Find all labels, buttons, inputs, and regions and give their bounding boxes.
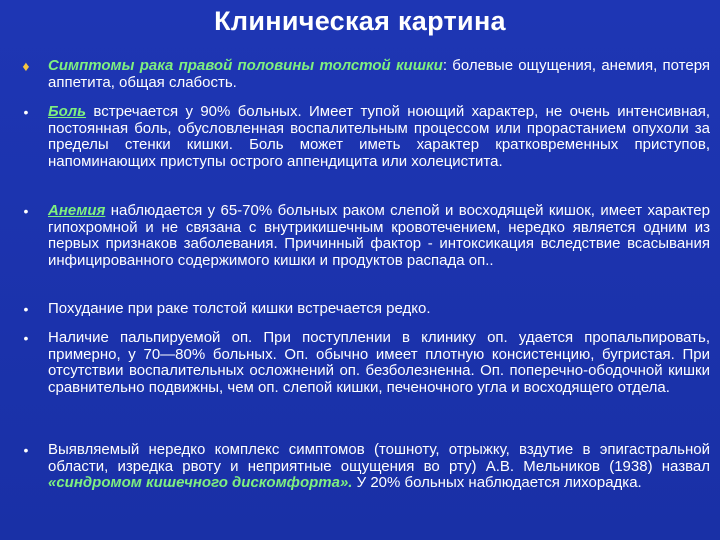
diamond-bullet-icon: ♦ [22, 58, 30, 74]
item-text-after: У 20% больных наблюдается лихорадка. [352, 474, 642, 491]
item-text: : болевые ощущения, анемия, потеря аппетита, общая слабость. [48, 57, 711, 91]
list-item [20, 104, 710, 170]
bullet-icon: • [23, 301, 29, 317]
bullet-icon: • [23, 104, 29, 120]
item-lead: Анемия [48, 202, 106, 219]
syndrome-highlight: «синдромом кишечного дискомфорта». [48, 474, 353, 491]
bullet-icon: • [23, 203, 29, 219]
slide-title: Клиническая картина [214, 6, 506, 36]
item-lead: Боль [48, 103, 87, 120]
list-item [20, 301, 710, 318]
list-item [20, 58, 710, 91]
list-item [20, 442, 710, 492]
item-text: Выявляемый нередко комплекс симптомов (тошноту, отрыжку, вздутие в эпигастральной области, изредка рвоту и неприятные ощущения во рту) А.В. Мельников (1938) назвал [48, 441, 710, 475]
list-item [20, 203, 710, 269]
list-item [20, 330, 710, 396]
item-text: встречается у 90% больных. Имеет тупой ноющий характер, не очень интенсивная, постоянная боль, обусловленная воспалительным процессом или прорастанием опухоли за пределы стенки кишки. Боль может иметь характер кратковременных приступов, напоминающих приступы острого аппендицита или холецистита. [48, 103, 710, 170]
item-text: Похудание при раке толстой кишки встречается редко. [48, 300, 431, 317]
item-lead: Симптомы рака правой половины толстой кишки [48, 57, 443, 74]
bullet-icon: • [23, 442, 29, 458]
item-text: Наличие пальпируемой оп. При поступлении в клинику оп. удается пропальпировать, примерно, у 70—80% больных. Оп. обычно имеет плотную консистенцию, бугристая. При отсутствии воспалительных осложнений оп. безболезненна. Оп. поперечно-ободочной кишки сравнительно подвижны, чем оп. слепой кишки, печеночного угла и восходящего отдела. [48, 329, 710, 396]
item-text: наблюдается у 65-70% больных раком слепой и восходящей кишок, имеет характер гипохромной и не связана с внутрикишечным кровотечением, нередко является одним из первых признаков заболевания. Причинный фактор - интоксикация вследствие всасывания инфицированного содержимого кишки и продуктов распада оп.. [48, 202, 710, 269]
bullet-icon: • [23, 330, 29, 346]
